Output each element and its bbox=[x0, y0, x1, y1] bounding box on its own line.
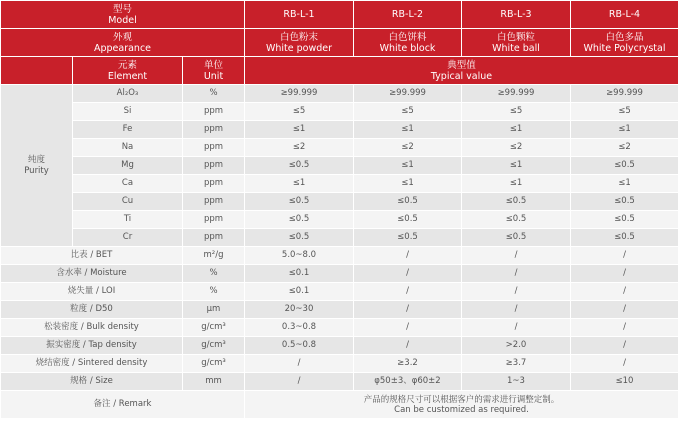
value-cell: 0.5~0.8 bbox=[245, 337, 354, 355]
value-cell: ≥99.999 bbox=[245, 85, 354, 103]
appearance-en: White powder bbox=[265, 42, 333, 54]
property-label: 烧失量 / LOI bbox=[1, 283, 183, 301]
value-cell: ≥99.999 bbox=[354, 85, 462, 103]
appearance-header bbox=[1, 29, 245, 57]
value-cell: ≤5 bbox=[354, 103, 462, 121]
remark-row bbox=[1, 391, 679, 419]
purity-label-cn: 纯度 bbox=[27, 154, 45, 165]
property-unit: g/cm³ bbox=[183, 337, 245, 355]
element-unit: ppm bbox=[183, 193, 245, 211]
value-cell: ≤0.5 bbox=[462, 211, 571, 229]
value-cell: ≤0.5 bbox=[245, 229, 354, 247]
value-cell: ≤0.5 bbox=[462, 193, 571, 211]
appearance-cn: 白色饼料 bbox=[388, 31, 427, 43]
appearance-cn: 白色粉末 bbox=[279, 31, 318, 43]
value-cell: / bbox=[571, 247, 679, 265]
model-row bbox=[1, 1, 679, 29]
value-cell: 1~3 bbox=[462, 373, 571, 391]
appearance-rb-l-4 bbox=[571, 29, 679, 57]
purity-row bbox=[1, 121, 679, 139]
value-cell: / bbox=[462, 247, 571, 265]
element-label-en: Element bbox=[107, 70, 148, 82]
property-row bbox=[1, 319, 679, 337]
value-cell: ≤5 bbox=[245, 103, 354, 121]
value-cell: / bbox=[462, 283, 571, 301]
element-label-cn: 元素 bbox=[117, 59, 137, 71]
model-header bbox=[1, 1, 245, 29]
appearance-cn: 白色多晶 bbox=[605, 31, 644, 43]
value-cell: / bbox=[571, 337, 679, 355]
element-header bbox=[73, 57, 183, 85]
unit-header bbox=[183, 57, 245, 85]
appearance-rb-l-2 bbox=[354, 29, 462, 57]
value-cell: >2.0 bbox=[462, 337, 571, 355]
value-cell: ≥99.999 bbox=[571, 85, 679, 103]
value-cell: / bbox=[354, 319, 462, 337]
value-cell: ≤0.1 bbox=[245, 265, 354, 283]
value-cell: ≤1 bbox=[571, 175, 679, 193]
appearance-cn: 白色颗粒 bbox=[496, 31, 535, 43]
value-cell: / bbox=[354, 265, 462, 283]
model-label-en: Model bbox=[108, 14, 137, 26]
value-cell: ≥99.999 bbox=[462, 85, 571, 103]
remark-label: 备注 / Remark bbox=[1, 391, 245, 419]
remark-text bbox=[245, 391, 679, 419]
property-label: 规格 / Size bbox=[1, 373, 183, 391]
property-unit: % bbox=[183, 265, 245, 283]
purity-row bbox=[1, 175, 679, 193]
property-unit: g/cm³ bbox=[183, 319, 245, 337]
model-rb-l-1: RB-L-1 bbox=[245, 1, 354, 29]
purity-row bbox=[1, 139, 679, 157]
value-cell: / bbox=[245, 355, 354, 373]
appearance-en: White Polycrystal bbox=[583, 42, 666, 54]
purity-row bbox=[1, 85, 679, 103]
property-unit: % bbox=[183, 283, 245, 301]
value-cell: ≤1 bbox=[245, 121, 354, 139]
value-cell: 0.3~0.8 bbox=[245, 319, 354, 337]
value-cell: ≤0.5 bbox=[245, 157, 354, 175]
property-row bbox=[1, 373, 679, 391]
appearance-en: White block bbox=[379, 42, 436, 54]
appearance-rb-l-1 bbox=[245, 29, 354, 57]
value-cell: ≤0.5 bbox=[571, 211, 679, 229]
purity-label bbox=[1, 85, 73, 247]
element-name: Al₂O₃ bbox=[73, 85, 183, 103]
value-cell: ≤0.5 bbox=[245, 193, 354, 211]
purity-label-en: Purity bbox=[24, 165, 49, 176]
value-cell: ≤2 bbox=[245, 139, 354, 157]
property-row bbox=[1, 337, 679, 355]
element-name: Mg bbox=[73, 157, 183, 175]
appearance-row bbox=[1, 29, 679, 57]
element-unit: ppm bbox=[183, 121, 245, 139]
element-name: Cu bbox=[73, 193, 183, 211]
property-label: 粒度 / D50 bbox=[1, 301, 183, 319]
value-cell: / bbox=[462, 319, 571, 337]
header-blank bbox=[1, 57, 73, 85]
value-cell: / bbox=[571, 283, 679, 301]
value-cell: ≤0.5 bbox=[245, 211, 354, 229]
model-rb-l-2: RB-L-2 bbox=[354, 1, 462, 29]
element-unit: ppm bbox=[183, 211, 245, 229]
appearance-label-cn: 外观 bbox=[112, 31, 132, 43]
value-cell: ≤1 bbox=[245, 175, 354, 193]
value-cell: ≤0.1 bbox=[245, 283, 354, 301]
purity-row bbox=[1, 229, 679, 247]
value-cell: ≤0.5 bbox=[354, 211, 462, 229]
element-unit: % bbox=[183, 85, 245, 103]
value-cell: 20~30 bbox=[245, 301, 354, 319]
property-unit: mm bbox=[183, 373, 245, 391]
value-cell: ≤0.5 bbox=[571, 193, 679, 211]
value-cell: / bbox=[354, 337, 462, 355]
value-cell: ≤2 bbox=[462, 139, 571, 157]
value-cell: ≤1 bbox=[354, 121, 462, 139]
value-cell: ≤1 bbox=[354, 157, 462, 175]
purity-row bbox=[1, 211, 679, 229]
element-name: Cr bbox=[73, 229, 183, 247]
value-cell: / bbox=[462, 301, 571, 319]
element-unit: ppm bbox=[183, 139, 245, 157]
typical-value-header bbox=[245, 57, 679, 85]
property-unit: μm bbox=[183, 301, 245, 319]
remark-text-cn: 产品的规格尺寸可以根据客户的需求进行调整定制。 bbox=[363, 394, 560, 405]
purity-row bbox=[1, 157, 679, 175]
element-unit: ppm bbox=[183, 229, 245, 247]
purity-row bbox=[1, 193, 679, 211]
value-cell: ≤1 bbox=[462, 175, 571, 193]
value-cell: / bbox=[354, 247, 462, 265]
unit-label-en: Unit bbox=[203, 70, 224, 82]
element-unit: ppm bbox=[183, 103, 245, 121]
property-row bbox=[1, 247, 679, 265]
element-name: Fe bbox=[73, 121, 183, 139]
appearance-label-en: Appearance bbox=[93, 42, 152, 54]
element-name: Na bbox=[73, 139, 183, 157]
value-cell: ≤0.5 bbox=[354, 193, 462, 211]
value-cell: ≤1 bbox=[354, 175, 462, 193]
property-label: 比表 / BET bbox=[1, 247, 183, 265]
value-cell: ≤10 bbox=[571, 373, 679, 391]
value-cell: ≥3.7 bbox=[462, 355, 571, 373]
value-cell: φ50±3、φ60±2 bbox=[354, 373, 462, 391]
element-unit: ppm bbox=[183, 175, 245, 193]
element-unit: ppm bbox=[183, 157, 245, 175]
property-row bbox=[1, 265, 679, 283]
element-name: Si bbox=[73, 103, 183, 121]
element-name: Ti bbox=[73, 211, 183, 229]
property-row bbox=[1, 301, 679, 319]
model-rb-l-3: RB-L-3 bbox=[462, 1, 571, 29]
typical-label-en: Typical value bbox=[430, 70, 493, 82]
property-row bbox=[1, 283, 679, 301]
model-rb-l-4: RB-L-4 bbox=[571, 1, 679, 29]
value-cell: ≤1 bbox=[462, 157, 571, 175]
value-cell: ≤0.5 bbox=[462, 229, 571, 247]
remark-text-en: Can be customized as required. bbox=[394, 404, 529, 415]
value-cell: ≤1 bbox=[462, 121, 571, 139]
value-cell: ≤1 bbox=[571, 121, 679, 139]
property-label: 含水率 / Moisture bbox=[1, 265, 183, 283]
property-label: 松装密度 / Bulk density bbox=[1, 319, 183, 337]
element-name: Ca bbox=[73, 175, 183, 193]
value-cell: 5.0~8.0 bbox=[245, 247, 354, 265]
value-cell: ≤0.5 bbox=[354, 229, 462, 247]
property-unit: m²/g bbox=[183, 247, 245, 265]
value-cell: / bbox=[354, 283, 462, 301]
property-row bbox=[1, 355, 679, 373]
value-cell: ≤2 bbox=[571, 139, 679, 157]
property-unit: g/cm³ bbox=[183, 355, 245, 373]
property-label: 烧结密度 / Sintered density bbox=[1, 355, 183, 373]
value-cell: ≤0.5 bbox=[571, 157, 679, 175]
value-cell: / bbox=[571, 265, 679, 283]
property-label: 振实密度 / Tap density bbox=[1, 337, 183, 355]
value-cell: / bbox=[571, 319, 679, 337]
value-cell: / bbox=[571, 301, 679, 319]
element-header-row bbox=[1, 57, 679, 85]
value-cell: ≤2 bbox=[354, 139, 462, 157]
value-cell: / bbox=[354, 301, 462, 319]
purity-row bbox=[1, 103, 679, 121]
value-cell: ≤5 bbox=[462, 103, 571, 121]
value-cell: ≥3.2 bbox=[354, 355, 462, 373]
value-cell: / bbox=[245, 373, 354, 391]
value-cell: / bbox=[462, 265, 571, 283]
value-cell: / bbox=[571, 355, 679, 373]
unit-label-cn: 单位 bbox=[203, 59, 223, 71]
value-cell: ≤5 bbox=[571, 103, 679, 121]
model-label-cn: 型号 bbox=[112, 3, 132, 15]
appearance-rb-l-3 bbox=[462, 29, 571, 57]
appearance-en: White ball bbox=[492, 42, 540, 54]
value-cell: ≤0.5 bbox=[571, 229, 679, 247]
typical-label-cn: 典型值 bbox=[447, 59, 476, 71]
